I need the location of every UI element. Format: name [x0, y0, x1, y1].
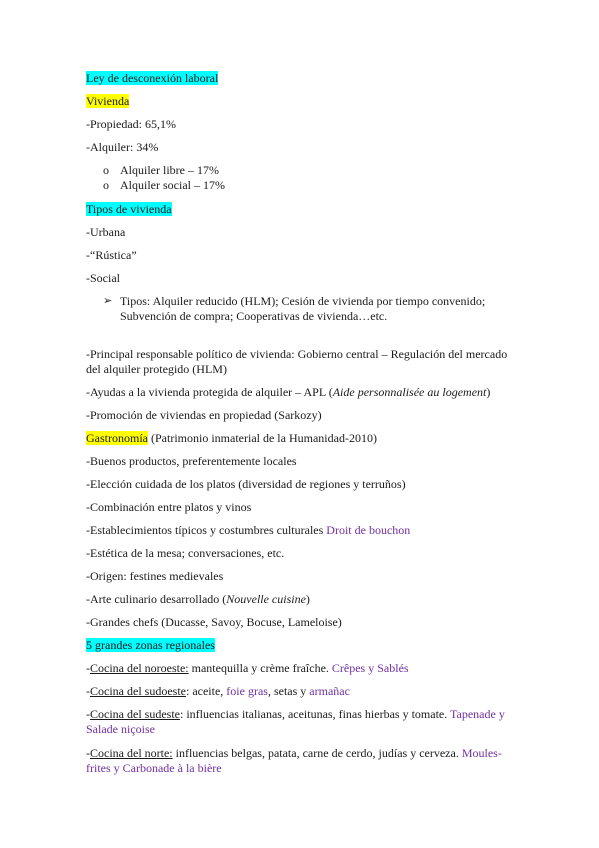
- responsable-line-2: del alquiler protegido (HLM): [86, 362, 227, 376]
- alquiler-social-item: Alquiler social – 17%: [120, 178, 225, 192]
- heading-vivienda: Vivienda: [86, 94, 130, 108]
- arrow-bullet-icon: ➢: [103, 295, 113, 307]
- cocina-sudeste-line-2: Salade niçoise: [86, 722, 155, 736]
- cocina-sudeste-line-1: -Cocina del sudeste: influencias italianas, aceitunas, finas hierbas y tomate. Tapenade y: [86, 707, 505, 721]
- propiedad-line: -Propiedad: 65,1%: [86, 117, 176, 131]
- alquiler-libre-item: Alquiler libre – 17%: [120, 163, 219, 177]
- social-line: -Social: [86, 271, 120, 285]
- cocina-noroeste-line: -Cocina del noroeste: mantequilla y crème fraîche. Crêpes y Sablés: [86, 661, 409, 675]
- promocion-line: -Promoción de viviendas en propiedad (Sarkozy): [86, 408, 322, 422]
- ayudas-line: -Ayudas a la vivienda protegida de alquiler – APL (Aide personnalisée au logement): [86, 385, 491, 399]
- arte-culinario-line: -Arte culinario desarrollado (Nouvelle cuisine): [86, 592, 310, 606]
- estetica-line: -Estética de la mesa; conversaciones, etc.: [86, 546, 285, 560]
- buenos-productos-line: -Buenos productos, preferentemente locales: [86, 454, 297, 468]
- heading-tipos-vivienda: Tipos de vivienda: [86, 202, 172, 216]
- eleccion-line: -Elección cuidada de los platos (diversidad de regiones y terruños): [86, 477, 406, 491]
- combinacion-line: -Combinación entre platos y vinos: [86, 500, 252, 514]
- tipos-line-1: Tipos: Alquiler reducido (HLM); Cesión de vivienda por tiempo convenido;: [120, 294, 486, 308]
- alquiler-line: -Alquiler: 34%: [86, 140, 159, 154]
- responsable-line-1: -Principal responsable político de vivienda: Gobierno central – Regulación del mercado: [86, 347, 508, 361]
- cocina-sudoeste-line: -Cocina del sudoeste: aceite, foie gras, setas y armañac: [86, 684, 350, 698]
- cocina-norte-line-1: -Cocina del norte: influencias belgas, patata, carne de cerdo, judías y cerveza. Moules-: [86, 746, 502, 760]
- rustica-line: -“Rústica”: [86, 248, 137, 262]
- sub-bullet-marker: o: [103, 163, 109, 177]
- heading-zonas-regionales: 5 grandes zonas regionales: [86, 638, 215, 652]
- establecimientos-line: -Establecimientos típicos y costumbres culturales Droit de bouchon: [86, 523, 411, 537]
- origen-line: -Origen: festines medievales: [86, 569, 224, 583]
- grandes-chefs-line: -Grandes chefs (Ducasse, Savoy, Bocuse, Lameloise): [86, 615, 342, 629]
- heading-gastronomia: Gastronomía (Patrimonio inmaterial de la Humanidad-2010): [86, 431, 377, 445]
- heading-ley-desconexion: Ley de desconexión laboral: [86, 71, 219, 85]
- cocina-norte-line-2: frites y Carbonade à la bière: [86, 761, 222, 775]
- tipos-line-2: Subvención de compra; Cooperativas de vivienda…etc.: [120, 309, 388, 323]
- urbana-line: -Urbana: [86, 225, 126, 239]
- sub-bullet-marker: o: [103, 178, 109, 192]
